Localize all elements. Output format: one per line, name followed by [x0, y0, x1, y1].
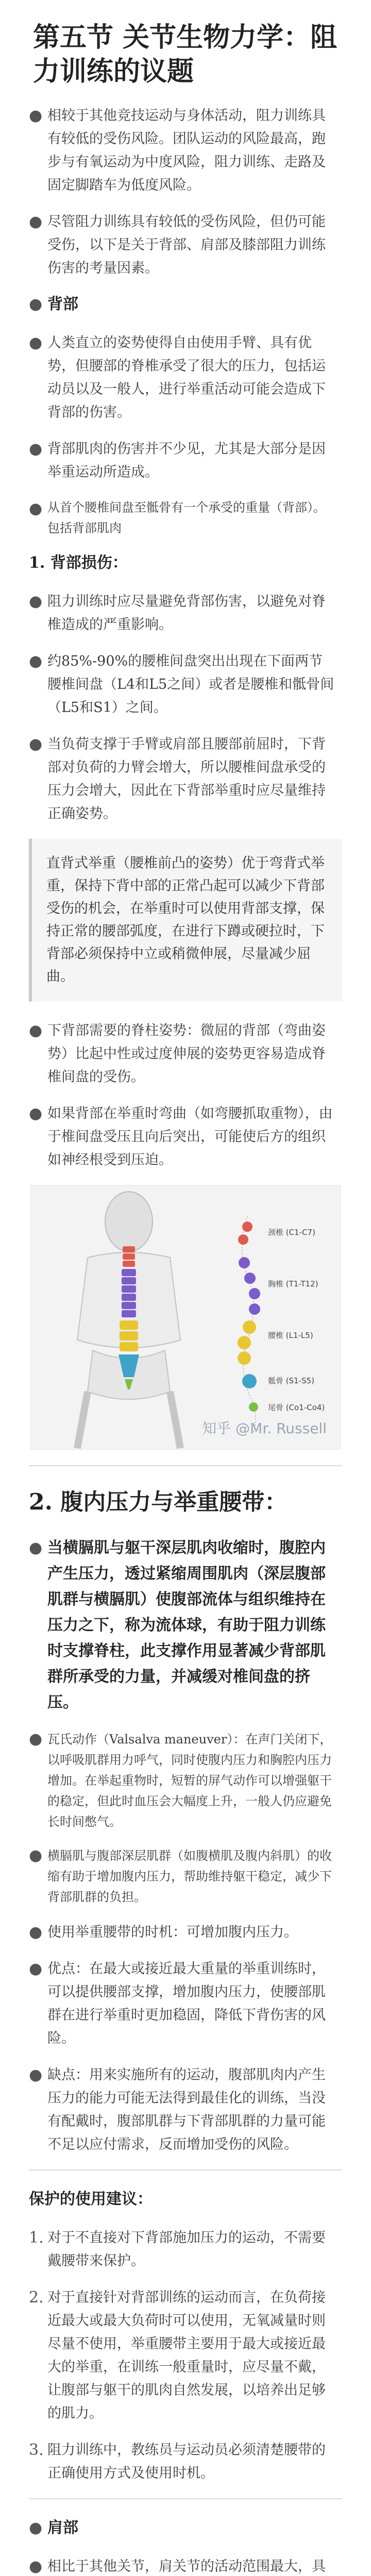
back-label: 背部 — [47, 295, 78, 313]
bullet-icon: ● — [29, 592, 43, 611]
intro-text: 相较于其他竞技运动与身体活动，阻力训练具有较低的受伤风险。团队运动的风险最高，跑步与有氧运动为中度风险，阻力训练、走路及固定脚踏车为低度风险。 — [47, 108, 326, 193]
low-back-section-2 — [0, 1019, 371, 1172]
shoulder-heading — [0, 2517, 371, 2539]
back-note — [29, 497, 335, 538]
number-3: 3. — [29, 2441, 44, 2459]
belt-use-text: 使用举重腰带的时机：可增加腹内压力。 — [47, 1924, 298, 1940]
low-back-item — [29, 650, 335, 719]
low-back-label: 1. 背部损伤： — [29, 554, 128, 572]
low-back-item — [29, 1019, 335, 1089]
bullet-icon: ● — [29, 334, 43, 352]
bullet-icon: ● — [29, 1539, 43, 1557]
bullet-icon: ● — [29, 1960, 43, 1978]
bullet-icon: ● — [29, 213, 43, 231]
lumbar-segment — [120, 1320, 138, 1351]
bullet-icon: ● — [29, 735, 43, 753]
shoulder-label: 肩部 — [47, 2519, 78, 2537]
intro-section — [0, 104, 371, 280]
back-item — [29, 331, 335, 424]
back-section — [0, 331, 371, 538]
bullet-icon: ● — [29, 1846, 43, 1865]
pressure-lead-text: 当横膈肌与躯干深层肌肉收缩时，腹腔内产生压力，透过紧缩周围肌肉（深层腹部肌群与横膈肌）使腹部流体与组织维持在压力之下，称为流体球，有助于阻力训练时支撑脊柱，此支撑作用显著减少背部肌群所承受的力量，并减缓对椎间盘的挤压。 — [47, 1539, 326, 1711]
protect-item — [29, 2438, 335, 2485]
shoulder-item — [29, 2555, 335, 2576]
advantages-text: 优点：在最大或接近最大重量的举重训练时，可以提供腰部支撑，增加腹内压力，使腰部肌群在进行举重时更加稳固，降低下背伤害的风险。 — [47, 1961, 326, 2046]
advantages-item — [29, 1957, 335, 2050]
bullet-icon: ● — [29, 440, 43, 458]
belt-use-item — [29, 1921, 335, 1944]
back-heading — [0, 293, 371, 316]
bullet-icon: ● — [29, 2066, 43, 2084]
protect-text: 阻力训练中，教练员与运动员必须清楚腰带的正确使用方式及使用时机。 — [47, 2442, 326, 2481]
back-note-text: 从首个腰椎间盘至骶骨有一个承受的重量（背部）。 包括背部肌肉 — [47, 500, 326, 535]
back-text: 背部肌肉的伤害并不少见，尤其是大部分是因举重运动所造成。 — [47, 441, 326, 480]
bullet-icon: ● — [29, 107, 43, 125]
protect-label: 保护的使用建议： — [29, 2190, 153, 2208]
low-back-text: 下背部需要的脊柱姿势：微屈的背部（弯曲姿势）比起中性或过度伸展的姿势更容易造成脊椎间盘的受伤。 — [47, 1023, 326, 1085]
protect-section — [0, 2226, 371, 2485]
protect-item — [29, 2286, 335, 2425]
muscles-item — [29, 1845, 335, 1907]
protect-item — [29, 2226, 335, 2273]
bullet-icon: ● — [29, 500, 43, 518]
spine-label: 尾骨 (Co1-Co4) — [268, 1403, 325, 1412]
divider — [29, 2498, 342, 2499]
low-back-text: 当负荷支撑于手臂或肩部且腰部前屈时，下背部对负荷的力臂会增大，所以腰椎间盘承受的压力会增大，因此在下背部举重时应尽量维持正确姿势。 — [47, 736, 326, 822]
back-text: 人类直立的姿势使得自由使用手臂、具有优势，但腰部的脊椎承受了很大的压力，包括运动员以及一般人，进行举重活动可能会造成下背部的伤害。 — [47, 335, 326, 420]
article-title: 第五节 关节生物力学：阻力训练的议题 — [33, 22, 338, 87]
spine-illustration — [31, 1185, 340, 1449]
pressure-section — [0, 1535, 371, 2156]
low-back-item — [29, 590, 335, 636]
shoulder-section — [0, 2555, 371, 2576]
low-back-quote: 直背式举重（腰椎前凸的姿势）优于弯背式举重，保持下背中部的正常凸起可以减少下背部受伤的机会，在举重时可以使用背部支撑，保持正常的腰部弧度，在进行下蹲或硬拉时，下背部必须保持中立或稍微伸展，尽量减少屈曲。 — [29, 839, 342, 1002]
muscles-text: 横膈肌与腹部深层肌群（如腹横肌及腹内斜肌）的收缩有助于增加腹内压力，帮助维持躯干稳定，减少下背部肌群的负担。 — [47, 1849, 332, 1904]
disadvantages-item — [29, 2063, 335, 2156]
divider — [29, 2170, 342, 2171]
number-2: 2. — [29, 2289, 44, 2307]
spine-label: 颈椎 (C1-C7) — [268, 1228, 315, 1237]
protect-heading — [0, 2188, 371, 2211]
bullet-icon: ● — [29, 652, 43, 670]
disadvantages-text: 缺点：用来实施所有的运动，腹部肌肉内产生压力的能力可能无法得到最佳化的训练，当没有配戴时，腹部肌群与下背部肌群的力量可能不足以应付需求，反而增加受伤的风险。 — [47, 2067, 326, 2153]
bullet-icon: ● — [29, 1923, 43, 1941]
watermark: 知乎 @Mr. Russell — [202, 1420, 327, 1437]
intro-item — [29, 104, 335, 197]
spine-figure — [30, 1185, 341, 1450]
protect-text: 对于不直接对下背部施加压力的运动，不需要戴腰带来保护。 — [47, 2230, 326, 2269]
intro-item — [29, 210, 335, 280]
pressure-lead — [29, 1535, 335, 1716]
low-back-heading — [0, 552, 371, 574]
number-1: 1. — [29, 2229, 44, 2247]
low-back-item — [29, 1102, 335, 1172]
spine-label: 胸椎 (T1-T12) — [268, 1279, 318, 1289]
cervical-segment — [123, 1246, 135, 1267]
shoulder-text: 相比于其他关节，肩关节的活动范围最大，具 — [47, 2558, 326, 2574]
bullet-icon: ● — [29, 1730, 43, 1748]
low-back-text: 如果背部在举重时弯曲（如弯腰抓取重物），由于椎间盘受压且向后突出，可能使后方的组织如神经根受到压迫。 — [47, 1106, 333, 1168]
intro-text: 尽管阻力训练具有较低的受伤风险，但仍可能受伤，以下是关于背部、肩部及膝部阻力训练伤害的考量因素。 — [47, 214, 326, 276]
spine-label: 腰椎 (L1-L5) — [268, 1331, 313, 1340]
protect-text: 对于直接针对背部训练的运动而言，在负荷接近最大或最大负荷时可以使用，无氧减量时则尽量不使用，举重腰带主要用于最大或接近最大的举重，在训练一般重量时，应尽量不戴，让腹部与躯干的肌肉自然发展，以培养出足够的肌力。 — [47, 2290, 326, 2421]
low-back-text: 阻力训练时应尽量避免背部伤害，以避免对脊椎造成的严重影响。 — [47, 594, 326, 633]
low-back-text: 约85%-90%的腰椎间盘突出出现在下面两节腰椎间盘（L4和L5之间）或者是腰椎和骶骨间（L5和S1）之间。 — [47, 653, 334, 716]
pressure-heading: 2. 腹内压力与举重腰带： — [29, 1489, 288, 1515]
spine-label: 骶骨 (S1-S5) — [268, 1376, 315, 1385]
divider — [29, 1465, 342, 1466]
back-item — [29, 437, 335, 484]
valsalva-text: 瓦氏动作（Valsalva maneuver）：在声门关闭下，以呼吸肌群用力呼气，同时使腹内压力和胸腔内压力增加。在举起重物时，短暂的屏气动作可以增强躯干的稳定，但此时血压会大幅度上升，一般人仍应避免长时间憋气。 — [47, 1732, 332, 1829]
bullet-icon: ● — [29, 2557, 43, 2575]
bullet-icon: ● — [29, 1105, 43, 1123]
valsalva-item — [29, 1729, 335, 1832]
low-back-section — [0, 590, 371, 825]
bullet-icon: ● — [29, 1022, 43, 1040]
bullet-icon: ● — [29, 2519, 43, 2537]
low-back-item — [29, 733, 335, 825]
bullet-icon: ● — [29, 295, 43, 313]
